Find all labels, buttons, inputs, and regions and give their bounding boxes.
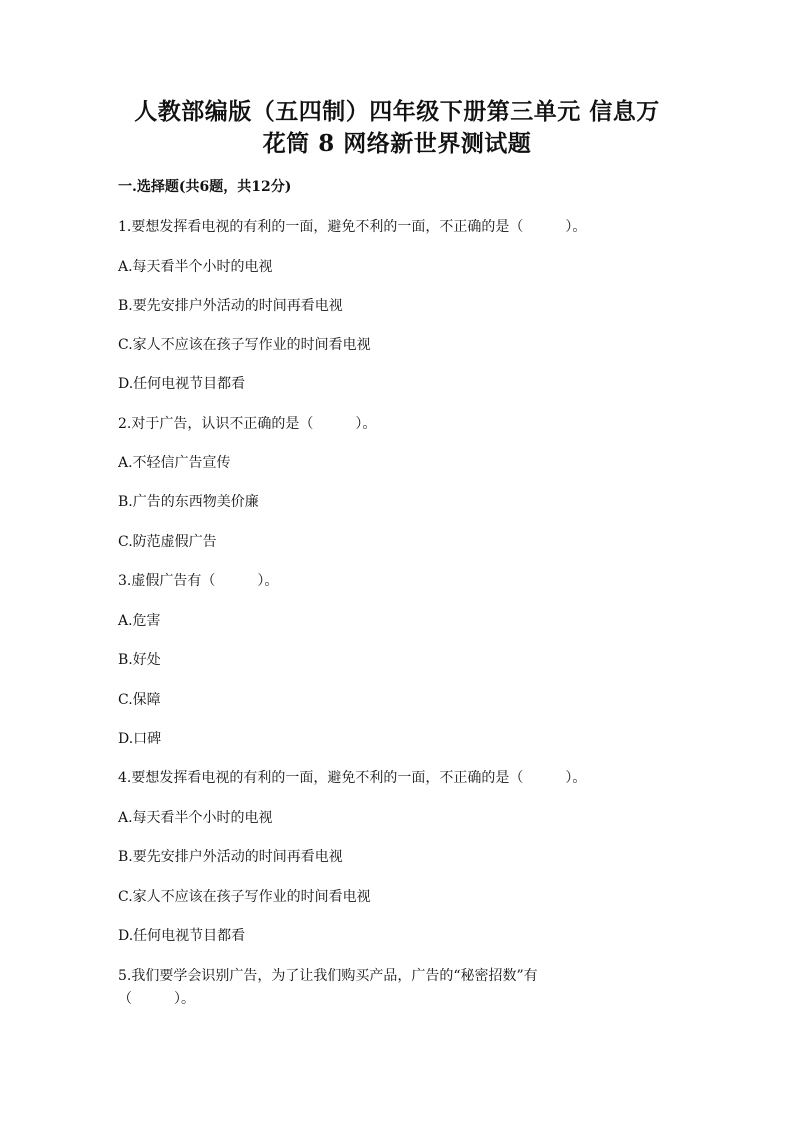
question-3-stem: 3.虚假广告有（ ）。 (118, 573, 279, 589)
question-1-option-a: A.每天看半个小时的电视 (118, 259, 273, 275)
question-4-option-b: B.要先安排户外活动的时间再看电视 (118, 849, 343, 865)
question-1-option-c: C.家人不应该在孩子写作业的时间看电视 (118, 337, 371, 353)
document-title-line-1: 人教部编版（五四制）四年级下册第三单元 信息万 (134, 98, 660, 125)
question-4-option-d: D.任何电视节目都看 (118, 928, 246, 944)
question-1-stem: 1.要想发挥看电视的有利的一面，避免不利的一面，不正确的是（ ）。 (118, 219, 587, 235)
question-3-option-a: A.危害 (118, 613, 161, 629)
question-4-stem: 4.要想发挥看电视的有利的一面，避免不利的一面，不正确的是（ ）。 (118, 770, 587, 786)
document-title-line-2: 花筒 8 网络新世界测试题 (262, 130, 532, 157)
section-heading: 一.选择题(共6题，共12分) (118, 179, 292, 195)
question-3-option-d: D.口碑 (118, 731, 162, 747)
question-4-option-c: C.家人不应该在孩子写作业的时间看电视 (118, 889, 371, 905)
question-4-option-a: A.每天看半个小时的电视 (118, 810, 273, 826)
question-3-option-b: B.好处 (118, 652, 161, 668)
question-5-stem: 5.我们要学会识别广告，为了让我们购买产品，广告的“秘密招数”有 (118, 968, 538, 984)
question-5-stem-continued: （ ）。 (118, 991, 195, 1007)
question-2-option-a: A.不轻信广告宣传 (118, 455, 231, 471)
question-2-option-c: C.防范虚假广告 (118, 534, 217, 550)
question-2-option-b: B.广告的东西物美价廉 (118, 494, 259, 510)
question-1-option-d: D.任何电视节目都看 (118, 376, 246, 392)
question-1-option-b: B.要先安排户外活动的时间再看电视 (118, 298, 343, 314)
question-3-option-c: C.保障 (118, 692, 161, 708)
question-2-stem: 2.对于广告，认识不正确的是（ ）。 (118, 416, 377, 432)
